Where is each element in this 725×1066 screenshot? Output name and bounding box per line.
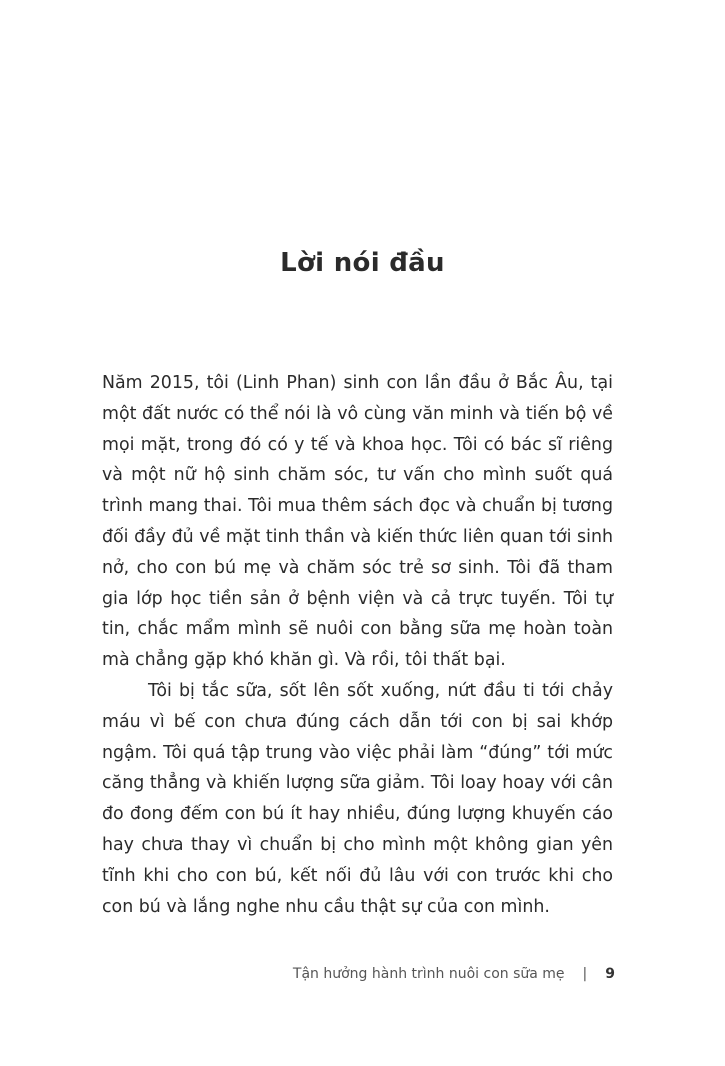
page-number: 9 [605, 966, 615, 982]
footer-separator: | [582, 966, 588, 982]
running-title: Tận hưởng hành trình nuôi con sữa mẹ [292, 966, 565, 982]
chapter-title: Lời nói đầu [280, 248, 445, 278]
paragraph-2: Tôi bị tắc sữa, sốt lên sốt xuống, nứt đầu ti tới chảy máu vì bế con chưa đúng cách dẫn tới con bị sai khớp ngậm. Tôi quá tập trung vào việc phải làm “đúng” tới mức căng thẳng và khiến lượng sữa giảm. Tôi loay hoay với cân đo đong đếm con bú ít hay nhiều, đúng lượng khuyến cáo hay chưa thay vì chuẩn bị cho mình một không gian yên tĩnh khi cho con bú, kết nối đủ lâu với con trước khi cho con bú và lắng nghe nhu cầu thật sự của con mình. [102, 680, 613, 917]
paragraph-1: Năm 2015, tôi (Linh Phan) sinh con lần đầu ở Bắc Âu, tại một đất nước có thể nói là vô cùng văn minh và tiến bộ về mọi mặt, trong đó có y tế và khoa học. Tôi có bác sĩ riêng và một nữ hộ sinh chăm sóc, tư vấn cho mình suốt quá trình mang thai. Tôi mua thêm sách đọc và chuẩn bị tương đối đầy đủ về mặt tinh thần và kiến thức liên quan tới sinh nở, cho con bú mẹ và chăm sóc trẻ sơ sinh. Tôi đã tham gia lớp học tiền sản ở bệnh viện và cả trực tuyến. Tôi tự tin, chắc mẩm mình sẽ nuôi con bằng sữa mẹ hoàn toàn mà chẳng gặp khó khăn gì. Và rồi, tôi thất bại. [102, 373, 613, 671]
page-footer [293, 966, 615, 982]
body-text [102, 368, 613, 922]
